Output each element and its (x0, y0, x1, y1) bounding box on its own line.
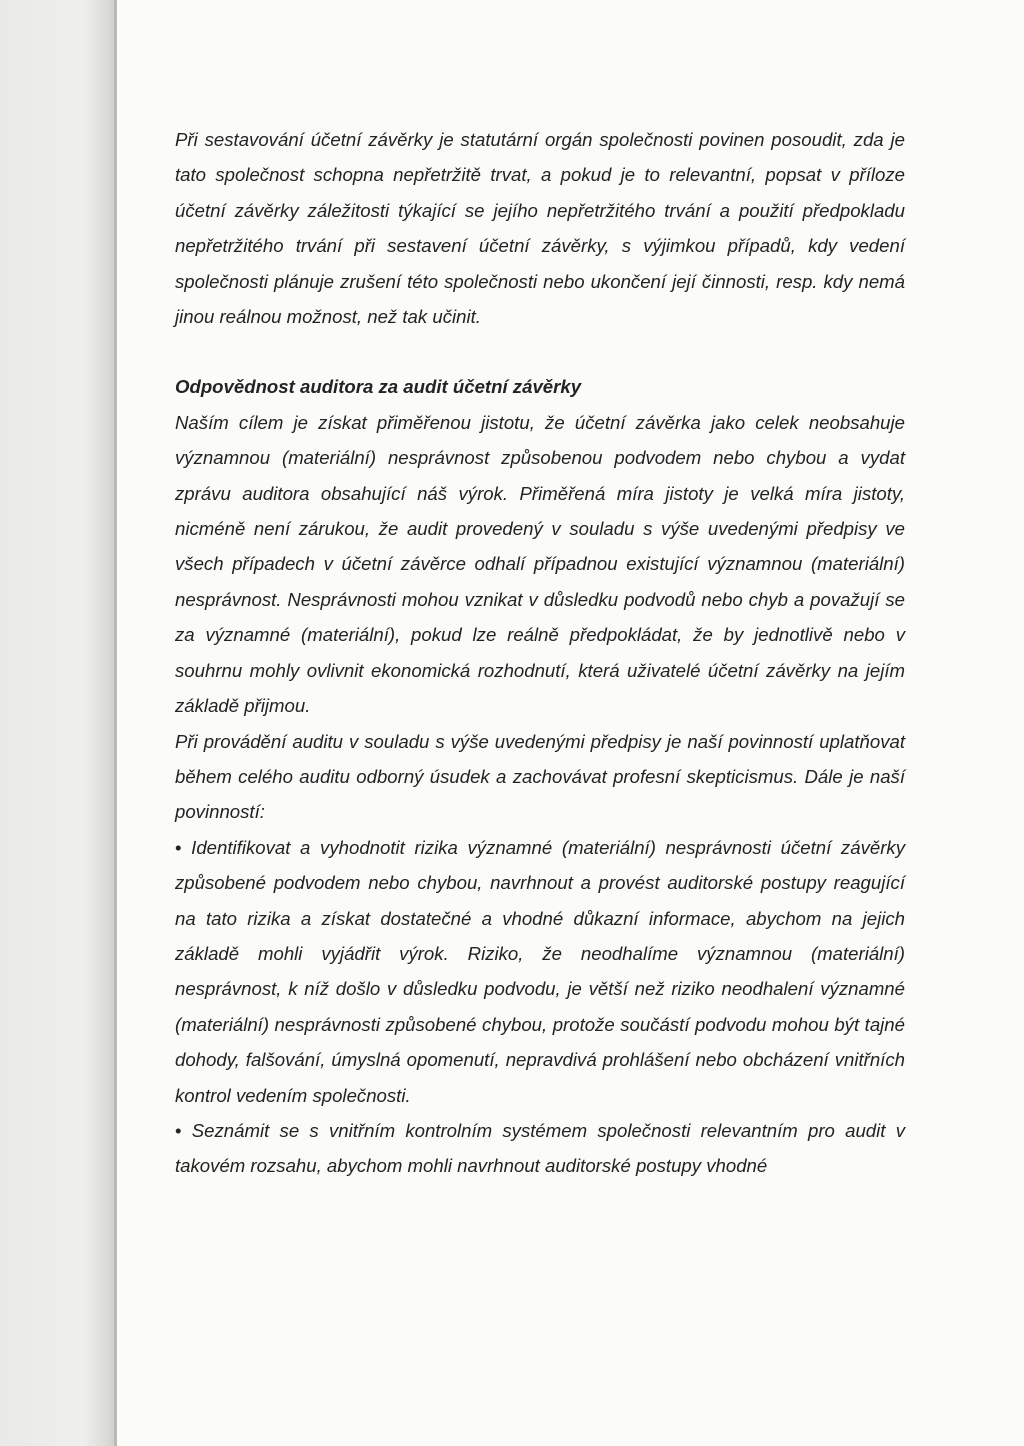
bullet-identify-risks: • Identifikovat a vyhodnotit rizika významné (materiální) nesprávnosti účetní závěrky způsobené podvodem nebo chybou, navrhnout a provést auditorské postupy reagující na tato rizika a získat dostatečné a vhodné důkazní informace, abychom na jejich základě mohli vyjádřit výrok. Riziko, že neodhalíme významnou (materiální) nesprávnost, k níž došlo v důsledku podvodu, je větší než riziko neodhalení významné (materiální) nesprávnosti způsobené chybou, protože součástí podvodu mohou být tajné dohody, falšování, úmyslná opomenutí, nepravdivá prohlášení nebo obcházení vnitřních kontrol vedením společnosti. (175, 830, 905, 1113)
section-heading-auditor-responsibility: Odpovědnost auditora za audit účetní závěrky (175, 376, 582, 398)
previous-page-edge (0, 0, 118, 1446)
bullet-internal-control: • Seznámit se s vnitřním kontrolním systémem společnosti relevantním pro audit v takovém rozsahu, abychom mohli navrhnout auditorské postupy vhodné (175, 1113, 905, 1184)
paragraph-going-concern: Při sestavování účetní závěrky je statutární orgán společnosti povinen posoudit, zda je tato společnost schopna nepřetržitě trvat, a pokud je to relevantní, popsat v příloze účetní závěrky záležitosti týkající se jejího nepřetržitého trvání a použití předpokladu nepřetržitého trvání při sestavení účetní závěrky, s výjimkou případů, kdy vedení společnosti plánuje zrušení této společnosti nebo ukončení její činnosti, resp. kdy nemá jinou reálnou možnost, než tak učinit. (175, 129, 905, 328)
paragraph-audit-duties: Při provádění auditu v souladu s výše uvedenými předpisy je naší povinností uplatňovat během celého auditu odborný úsudek a zachovávat profesní skepticismus. Dále je naší povinností: (175, 730, 905, 823)
document-text (175, 122, 905, 1184)
paragraph-audit-objective: Naším cílem je získat přiměřenou jistotu, že účetní závěrka jako celek neobsahuje významnou (materiální) nesprávnost způsobenou podvodem nebo chybou a vydat zprávu auditora obsahující náš výrok. Přiměřená míra jistoty je velká míra jistoty, nicméně není zárukou, že audit provedený v souladu s výše uvedenými předpisy ve všech případech v účetní závěrce odhalí případnou existující významnou (materiální) nesprávnost. Nesprávnosti mohou vznikat v důsledku podvodů nebo chyb a považují se za významné (materiální), pokud lze reálně předpokládat, že by jednotlivě nebo v souhrnu mohly ovlivnit ekonomická rozhodnutí, která uživatelé účetní závěrky na jejím základě přijmou. (175, 411, 905, 717)
